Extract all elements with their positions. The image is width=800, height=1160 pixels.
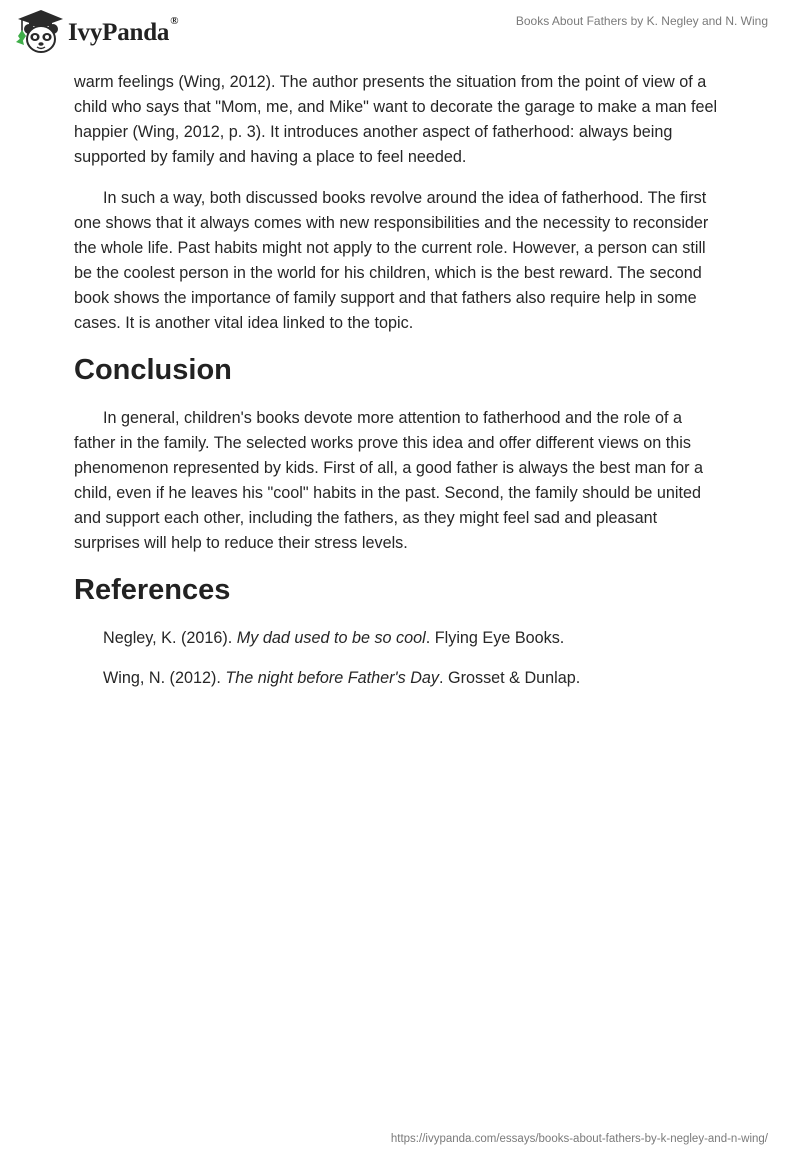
- document-title: Books About Fathers by K. Negley and N. Wing: [515, 14, 768, 28]
- paragraph: In such a way, both discussed books revolve around the idea of fatherhood. The first one shows that it always comes with new responsibilities and the necessity to reconsider the whole life. Past habits might not apply to the current role. However, a person can still be the coolest person in the world for his children, which is the best reward. The second book shows the importance of family support and that fathers also require help in some cases. It is another vital idea linked to the topic.: [74, 189, 709, 332]
- reference-entry: Negley, K. (2016). My dad used to be so cool. Flying Eye Books.: [103, 629, 565, 647]
- reference-entry: Wing, N. (2012). The night before Father's Day. Grosset & Dunlap.: [103, 669, 581, 687]
- panda-graduate-icon: [14, 8, 64, 54]
- reference-title: The night before Father's Day: [225, 669, 439, 687]
- ivypanda-logo[interactable]: [14, 6, 194, 56]
- references-heading: References: [74, 574, 231, 606]
- conclusion-heading: Conclusion: [74, 354, 232, 386]
- essay-body: [74, 70, 726, 706]
- brand-name: IvyPanda®: [68, 15, 179, 46]
- paragraph: warm feelings (Wing, 2012). The author presents the situation from the point of view of a child who says that "Mom, me, and Mike" want to decorate the garage to make a man feel happier (Wing, 2012, p. 3). It introduces another aspect of fatherhood: always being supported by family and having a place to feel needed.: [74, 73, 718, 166]
- page-header: [0, 0, 800, 64]
- conclusion-paragraph: In general, children's books devote more attention to fatherhood and the role of a father in the family. The selected works prove this idea and offer different views on this phenomenon represented by kids. First of all, a good father is always the best man for a child, even if he leaves his "cool" habits in the past. Second, the family should be united and support each other, including the fathers, as they might feel sad and pleasant surprises will help to reduce their stress levels.: [74, 409, 703, 552]
- reference-title: My dad used to be so cool: [236, 629, 426, 647]
- source-url-link[interactable]: https://ivypanda.com/essays/books-about-fathers-by-k-negley-and-n-wing/: [390, 1133, 768, 1145]
